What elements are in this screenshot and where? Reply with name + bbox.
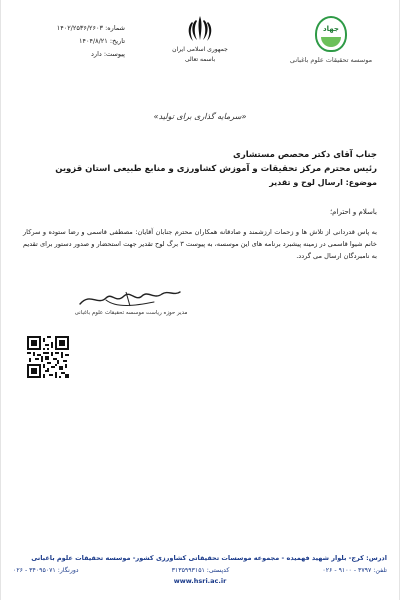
footer-postal: کدپستی: ۳۱۳۵۹۹۳۱۵۱	[171, 567, 230, 574]
letter-paragraph: به پاس قدردانی از تلاش ها و زحمات ارزشمند و صادقانه همکاران محترم جنابان آقایان: مصطفی قاسمی و رضا ستوده و سرکار خانم شیوا قاسمی در زمینه پیشبرد برنامه های این موسسه، به پیوست ۳ برگ لوح تقدیر جهت استحضار و صدور دستور برای تقدیم به نامبردگان ارسال می گردد.	[23, 228, 377, 260]
emblem-icon	[187, 14, 213, 44]
footer-fax: دورنگار: ۳۴۰۹۵۰۷۱ - ۰۲۶	[13, 567, 79, 574]
addressee-name: جناب آقای دکتر محصص مستشاری	[233, 150, 377, 160]
meta-number-value: ۱۴۰۲/۲۵۳۶/۲۶۰۳	[56, 24, 103, 32]
meta-date-value: ۱۴۰۴/۸/۲۱	[78, 37, 108, 45]
footer-address: ادرس: کرج- بلوار شهید فهمیده - مجموعه موسسات تحقیقاتی کشاورزی کشور- موسسه تحقیقات علوم باغبانی	[31, 554, 387, 562]
national-emblem	[168, 14, 232, 64]
logo-caption: موسسه تحقیقات علوم باغبانی	[289, 56, 373, 64]
institute-logo	[275, 16, 387, 65]
footer-contacts	[13, 565, 387, 576]
footer-website[interactable]: www.hsri.ac.ir	[173, 577, 227, 585]
letter-footer	[13, 553, 387, 585]
meta-attachment-label: پیوست:	[103, 50, 125, 58]
meta-attachment-value: دارد	[91, 50, 102, 58]
emblem-caption-basmala: باسمه تعالی	[184, 56, 216, 63]
addressee-title: رئیس محترم مرکز تحقیقات و آموزش کشاورزی و منابع طبیعی استان قزوین	[55, 164, 377, 174]
jihad-logo-icon	[315, 16, 347, 52]
meta-date-label: تاریخ:	[109, 37, 125, 45]
footer-phone: تلفن: ۳۷۹۷ - ۹۱۰۰ - ۰۲۶	[322, 567, 387, 574]
letter-addressee	[23, 148, 377, 176]
letter-honorific: «سرمایه گذاری برای تولید»	[153, 112, 247, 121]
meta-date	[15, 35, 125, 48]
meta-number	[15, 22, 125, 35]
qr-code-icon	[27, 336, 69, 378]
signature-caption: مدیر حوزه ریاست موسسه تحقیقات علوم باغبانی	[74, 310, 188, 316]
meta-number-label: شماره:	[105, 24, 125, 32]
letter-salutation: باسلام و احترام؛	[329, 208, 377, 216]
signature-block	[71, 286, 191, 316]
letter-subject: موضوع: ارسال لوح و تقدیر	[269, 178, 377, 187]
handwritten-signature-icon	[76, 286, 186, 312]
letter-meta	[15, 22, 125, 61]
meta-attachment	[15, 48, 125, 61]
emblem-caption-country: جمهوری اسلامی ایران	[172, 46, 228, 53]
logo-badge-text: جهاد	[323, 25, 339, 33]
